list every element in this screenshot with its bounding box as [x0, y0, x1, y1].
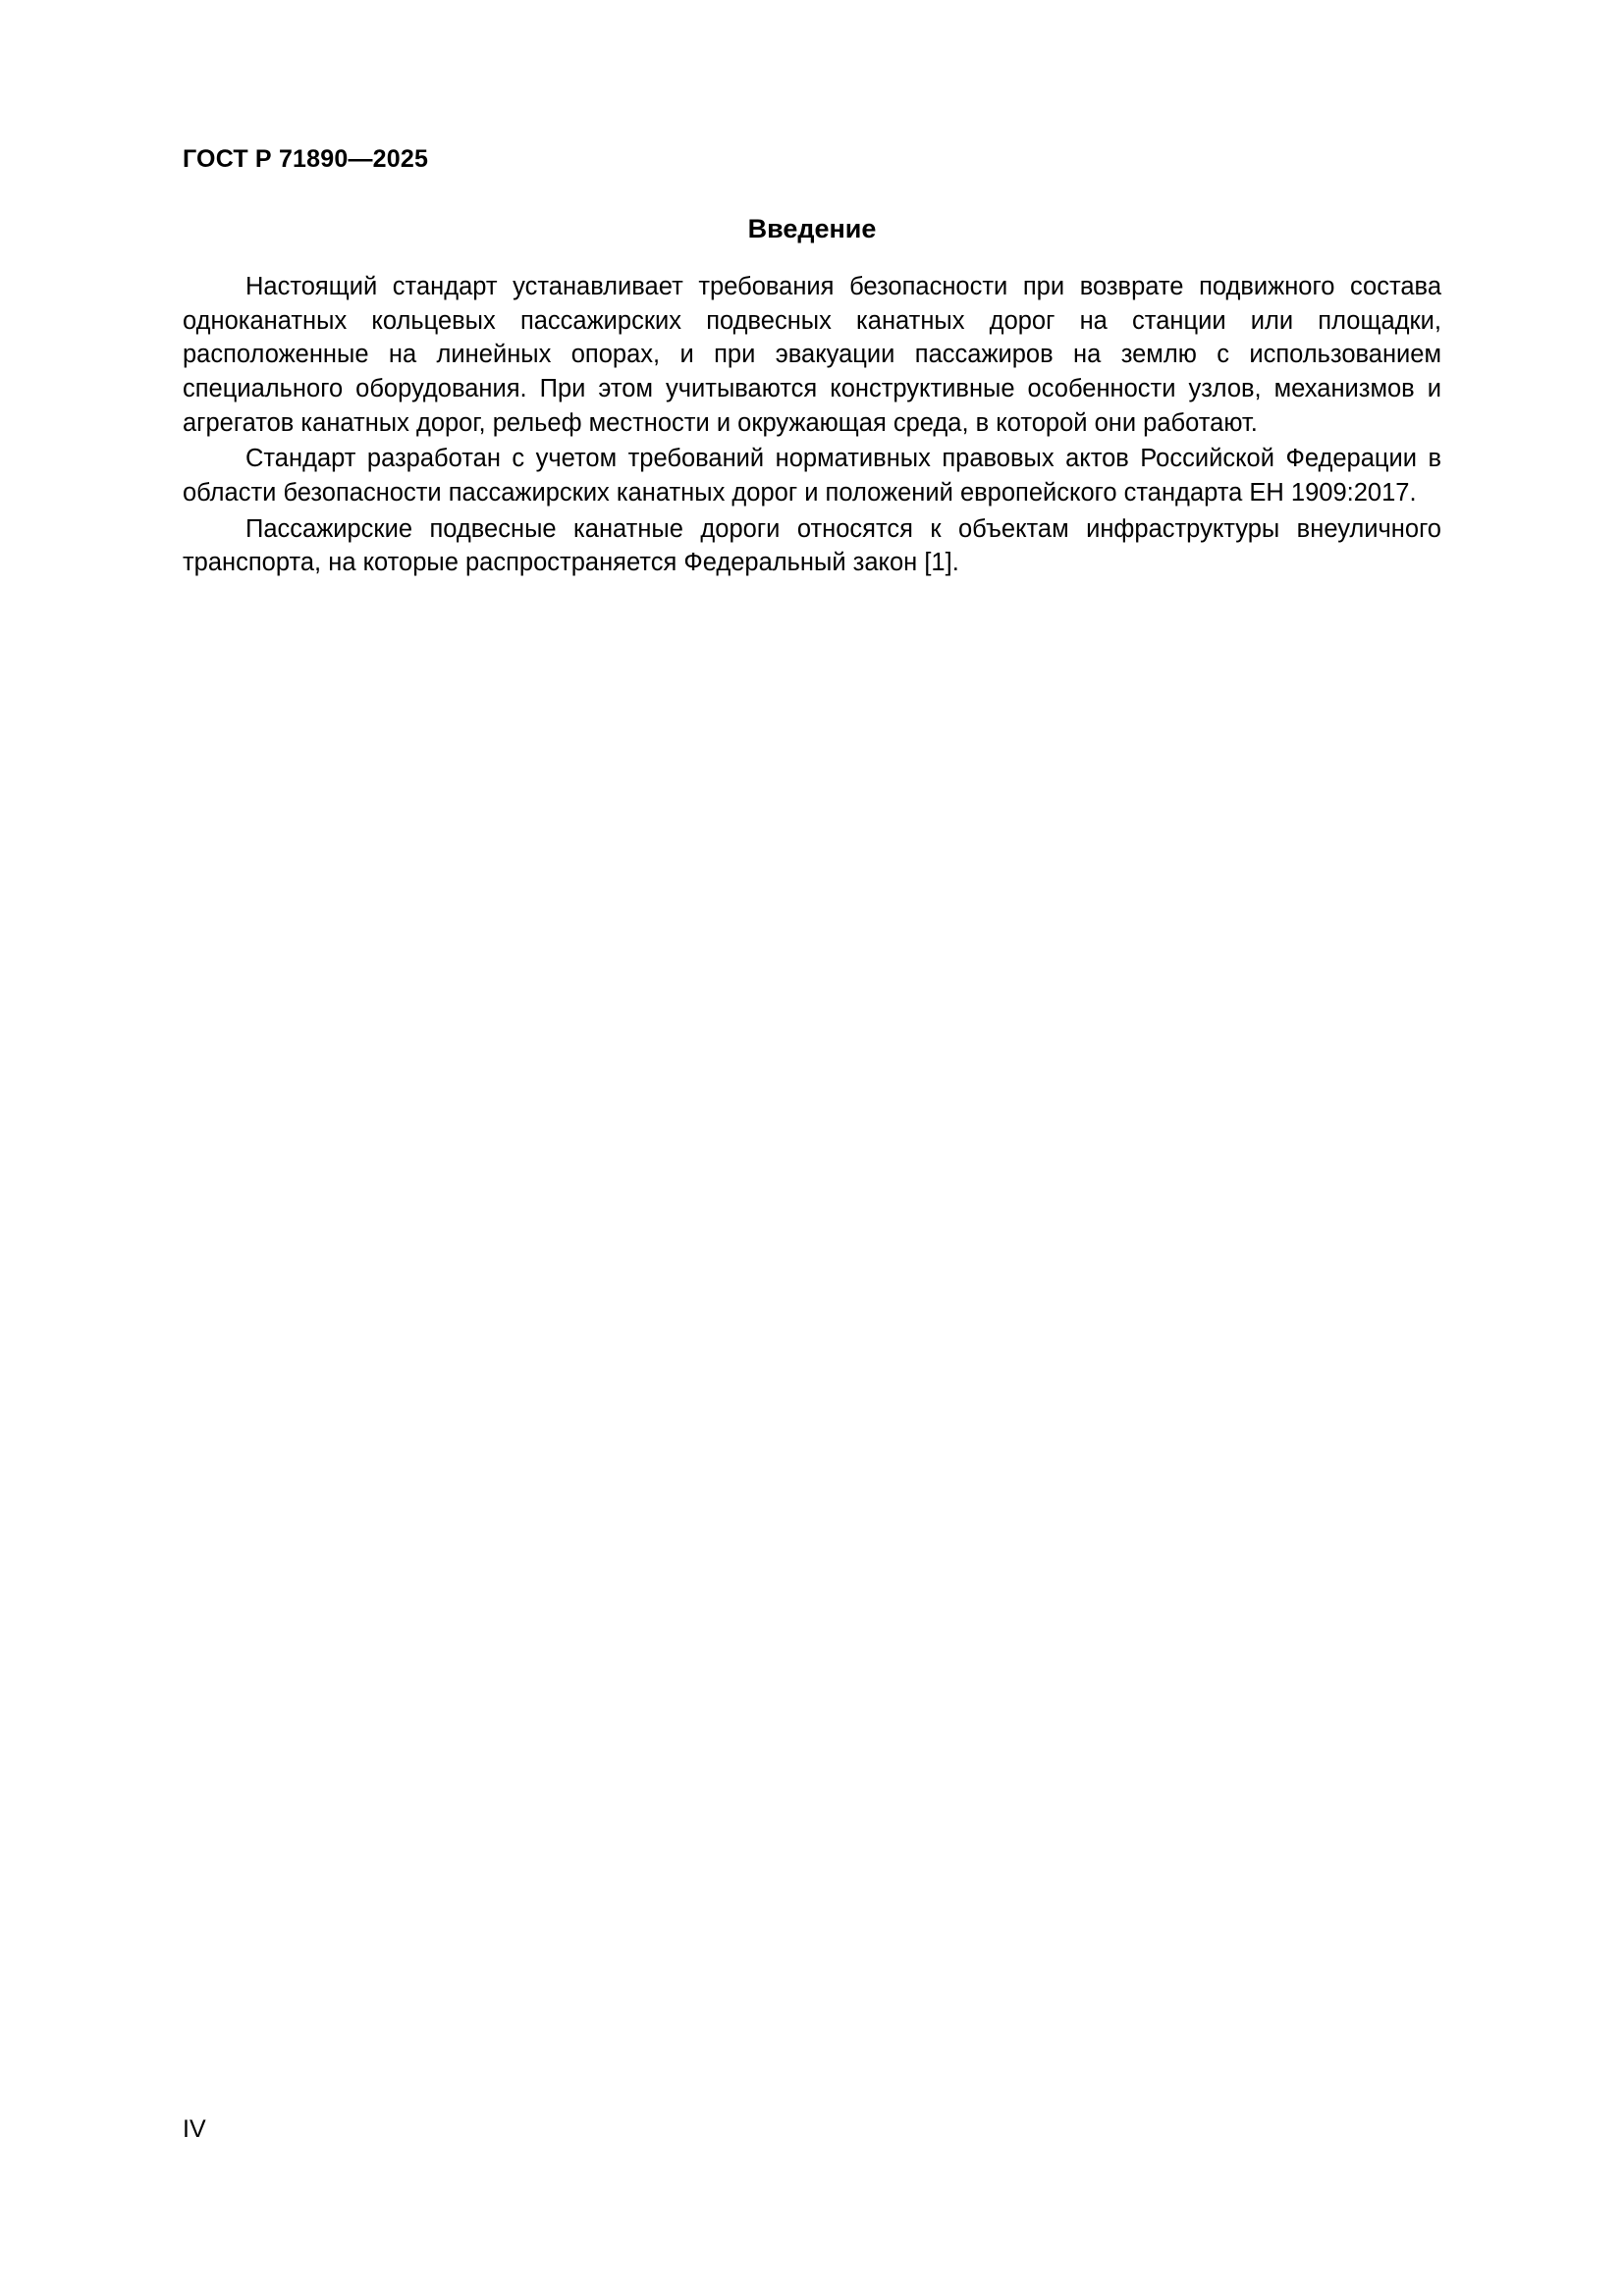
- page-content: [183, 214, 1441, 580]
- body-paragraph: Пассажирские подвесные канатные дороги относятся к объектам инфраструктуры внеуличного транспорта, на которые распространяется Федеральный закон [1].: [183, 514, 1441, 577]
- running-header: ГОСТ Р 71890—2025: [183, 145, 429, 173]
- page-title: Введение: [747, 214, 877, 243]
- page-number: IV: [183, 2115, 206, 2143]
- body-paragraph: Настоящий стандарт устанавливает требования безопасности при возврате подвижного состава одноканатных кольцевых пассажирских подвесных канатных дорог на станции или площадки, расположенные на линейных опорах, и при эвакуации пассажиров на землю с использованием специального оборудования. При этом учитываются конструктивные особенности узлов, механизмов и агрегатов канатных дорог, рельеф местности и окружающая среда, в которой они работают.: [183, 273, 1441, 437]
- body-paragraph: Стандарт разработан с учетом требований нормативных правовых актов Российской Федерации в области безопасности пассажирских канатных дорог и положений европейского стандарта ЕН 1909:2017.: [183, 445, 1441, 507]
